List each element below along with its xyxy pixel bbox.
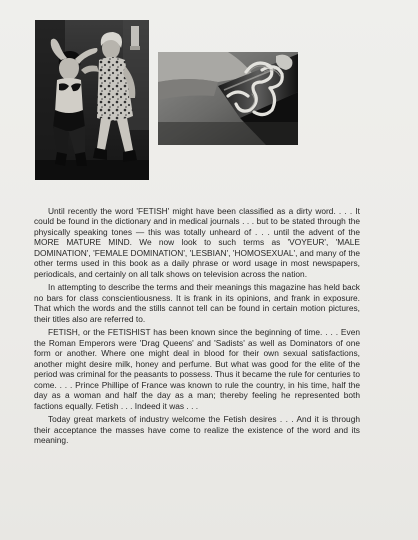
photo-two-women-image: [35, 20, 149, 180]
photo-rope-boots-image: [158, 52, 298, 145]
article-paragraph-2: In attempting to describe the terms and their meanings this magazine has held back no bars for class conscientiousness. It is frank in its opinions, and frank in exposure. That which the words and the stills cannot tell can be found in certain motion pictures, their titles also are referred to.: [34, 282, 360, 324]
article-paragraph-1: Until recently the word 'FETISH' might have been classified as a dirty word. . . . It could be found in the dictionary and in medical journals . . . but to be stated through the physically speaking tones — this was totally unheard of . . . until the advent of the MORE MATURE MIND. We now look to such terms as 'VOYEUR', 'MALE DOMINATION', 'FEMALE DOMINATION', 'LESBIAN', 'HOMOSEXUAL', and many of the other terms used in this book as a daily phrase or word usage in most newspapers, periodicals, and certainly on all talk shows on television across the nation.: [34, 206, 360, 279]
article-paragraph-3: FETISH, or the FETISHIST has been known since the beginning of time. . . . Even the Roman Emperors were 'Drag Queens' and 'Sadists' as well as Dominators of one form or another. Where one might deal in blood for their own sexual satisfactions, another might desire milk, honey and perfume. But what was good for the elite of the period was criminal for the peasants to possess. Thus it became the rule for centuries to come. . . . Prince Phillipe of France was known to rule the country, in his time, half the day as a woman and half the day as a man; thereby feeling he represented both factions equally. Fetish . . . Indeed it was . . .: [34, 327, 360, 411]
article-paragraph-4: Today great markets of industry welcome the Fetish desires . . . And it is through their acceptance the masses have come to realize the existence of the word and its meaning.: [34, 414, 360, 446]
article-body: [34, 206, 360, 446]
photo-rope-boots: [158, 52, 298, 145]
photo-two-women: [35, 20, 149, 180]
